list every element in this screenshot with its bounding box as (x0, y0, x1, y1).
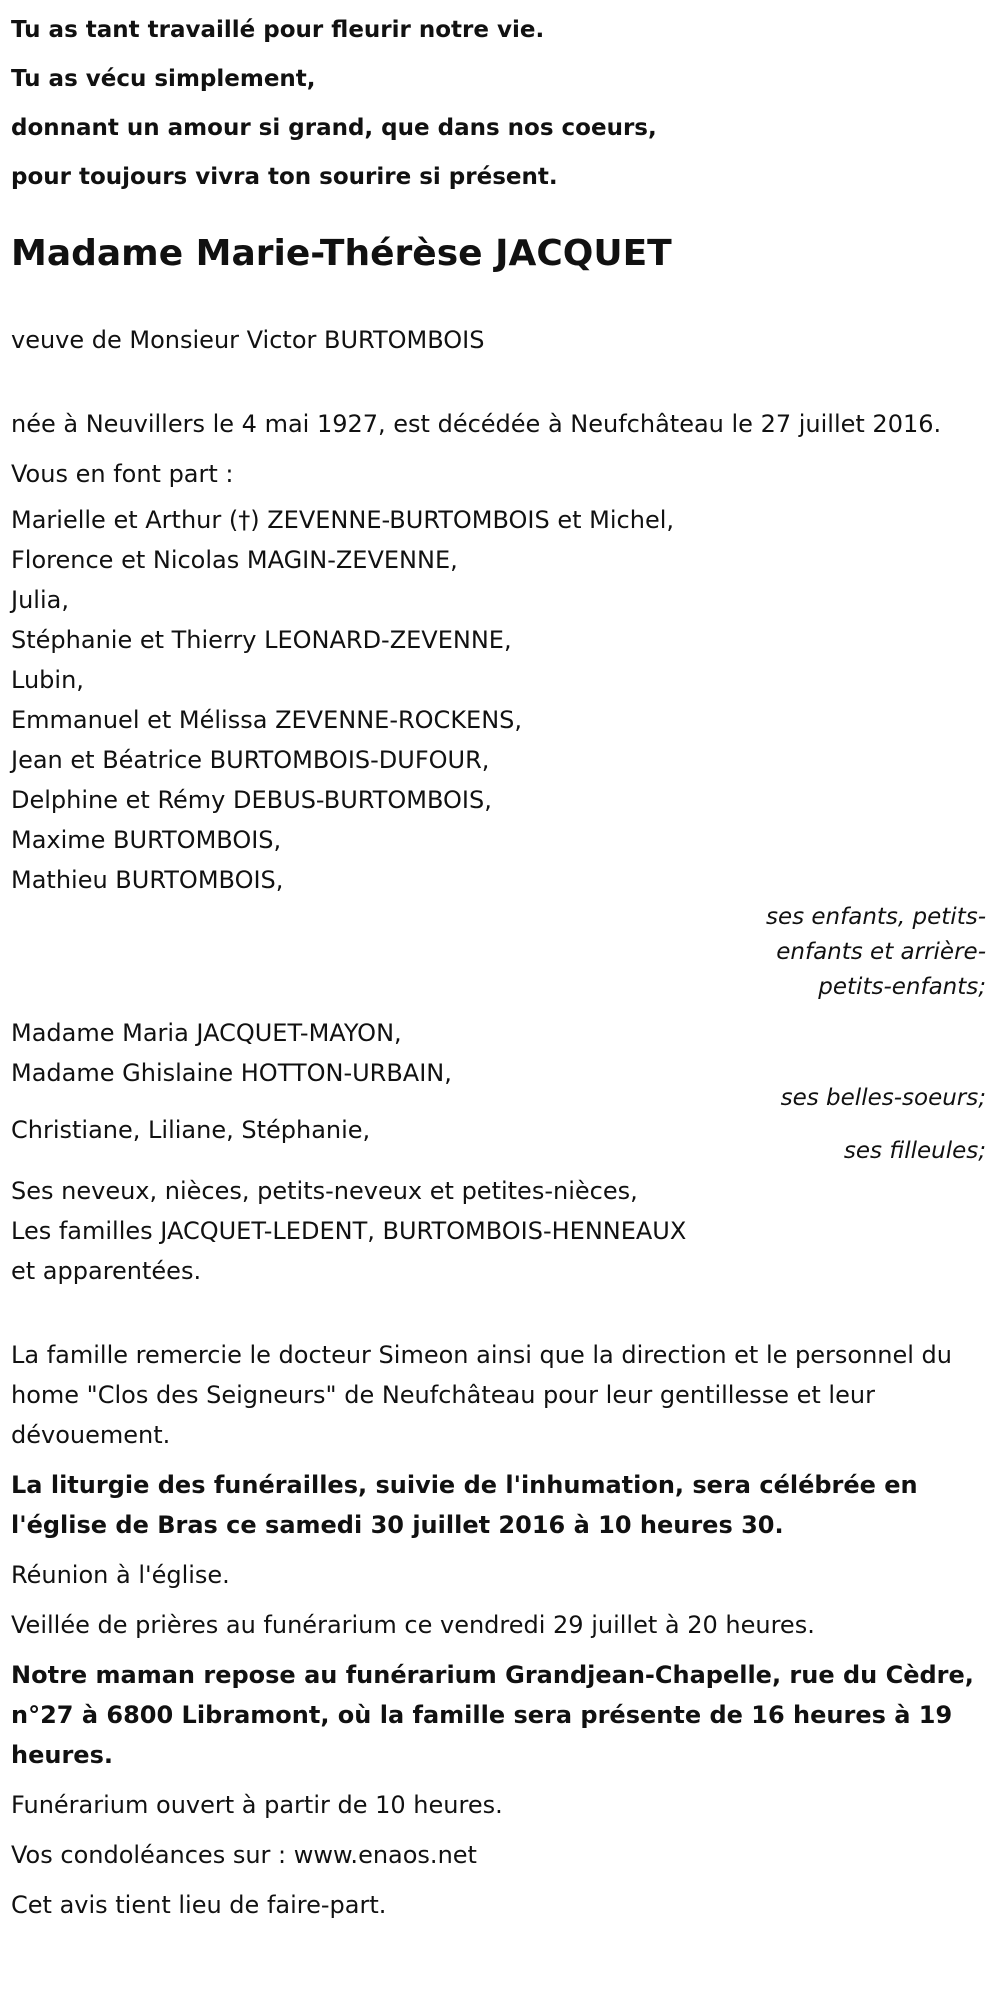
poem (11, 6, 988, 202)
poem-line: Tu as vécu simplement, (11, 66, 316, 92)
family-member: Madame Maria JACQUET-MAYON, (11, 1019, 402, 1047)
family-member: Florence et Nicolas MAGIN-ZEVENNE, (11, 546, 458, 574)
thanks-paragraph: La famille remercie le docteur Simeon ainsi que la direction et le personnel du home "Clos des Seigneurs" de Neufchâteau pour leur gentillesse et leur dévouement. (11, 1341, 953, 1449)
poem-line: donnant un amour si grand, que dans nos coeurs, (11, 115, 657, 141)
notice-line: Cet avis tient lieu de faire-part. (11, 1891, 387, 1919)
family-member: et apparentées. (11, 1257, 202, 1285)
sisters-in-law-relation: ses belles-soeurs; (780, 1085, 986, 1111)
condolences-line: Vos condoléances sur : www.enaos.net (11, 1841, 477, 1869)
deceased-name: Madame Marie-Thérèse JACQUET (11, 233, 672, 274)
announcement-intro: Vous en font part : (11, 460, 234, 488)
family-member: Delphine et Rémy DEBUS-BURTOMBOIS, (11, 786, 492, 814)
funerarium-hours: Funérarium ouvert à partir de 10 heures. (11, 1791, 503, 1819)
family-member: Madame Ghislaine HOTTON-URBAIN, (11, 1059, 452, 1087)
family-member: Maxime BURTOMBOIS, (11, 826, 282, 854)
poem-line: Tu as tant travaillé pour fleurir notre vie. (11, 17, 545, 43)
family-member: Jean et Béatrice BURTOMBOIS-DUFOUR, (11, 746, 490, 774)
family-member: Emmanuel et Mélissa ZEVENNE-ROCKENS, (11, 706, 523, 734)
birth-death-line: née à Neuvillers le 4 mai 1927, est décédée à Neufchâteau le 27 juillet 2016. (11, 410, 942, 438)
goddaughters-relation: ses filleules; (843, 1138, 986, 1164)
children-list (11, 500, 988, 900)
other-relatives-list (11, 1171, 988, 1291)
family-member: Lubin, (11, 666, 84, 694)
rest-place: Notre maman repose au funérarium Grandjean-Chapelle, rue du Cèdre, n°27 à 6800 Libramont, où la famille sera présente de 16 heures à 19 heures. (11, 1661, 974, 1769)
vigil-line: Veillée de prières au funérarium ce vendredi 29 juillet à 20 heures. (11, 1611, 815, 1639)
family-member: Marielle et Arthur (†) ZEVENNE-BURTOMBOIS et Michel, (11, 506, 675, 534)
family-member: Stéphanie et Thierry LEONARD-ZEVENNE, (11, 626, 512, 654)
children-relation: ses enfants, petits-enfants et arrière-petits-enfants; (765, 904, 986, 1000)
goddaughters-line: Christiane, Liliane, Stéphanie, (11, 1116, 371, 1144)
family-member: Julia, (11, 586, 69, 614)
family-member: Les familles JACQUET-LEDENT, BURTOMBOIS-HENNEAUX (11, 1217, 687, 1245)
spouse-line: veuve de Monsieur Victor BURTOMBOIS (11, 326, 485, 354)
meeting-line: Réunion à l'église. (11, 1561, 230, 1589)
poem-line: pour toujours vivra ton sourire si présent. (11, 164, 558, 190)
family-member: Ses neveux, nièces, petits-neveux et petites-nièces, (11, 1177, 638, 1205)
funeral-details: La liturgie des funérailles, suivie de l'inhumation, sera célébrée en l'église de Bras ce samedi 30 juillet 2016 à 10 heures 30. (11, 1471, 918, 1539)
family-member: Mathieu BURTOMBOIS, (11, 866, 284, 894)
